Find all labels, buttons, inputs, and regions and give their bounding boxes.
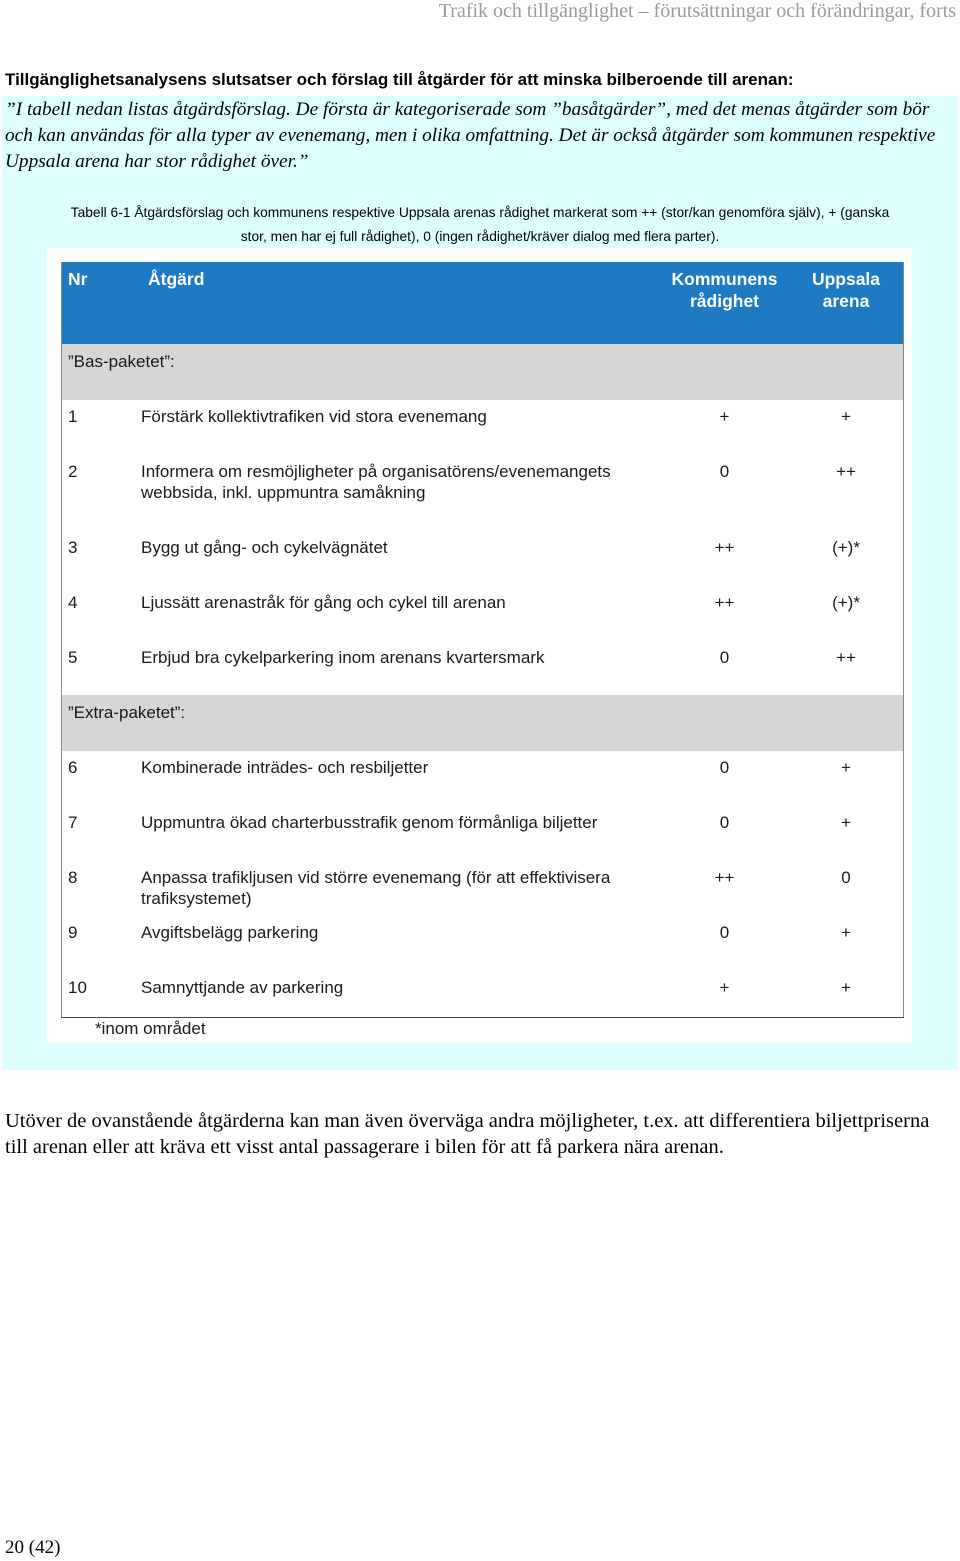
table-row [61, 861, 904, 916]
table-row [61, 806, 904, 861]
row-nr: 2 [68, 462, 78, 481]
column-header-arena: Uppsala arena [788, 262, 904, 344]
group-label: ”Extra-paketet”: [61, 695, 904, 751]
row-kommun: ++ [714, 868, 735, 887]
table-row [61, 586, 904, 641]
row-kommun: ++ [714, 538, 735, 557]
column-header-nr: Nr [61, 262, 141, 344]
table-row [61, 531, 904, 586]
table-border-right [903, 262, 904, 1018]
table-row [61, 971, 904, 1016]
section-heading: Tillgänglighetsanalysens slutsatser och förslag till åtgärder för att minska bilberoende till arenan: [5, 70, 794, 89]
table-footnote: *inom området [95, 1019, 206, 1038]
row-kommun: ++ [714, 593, 735, 612]
row-atgard: Avgiftsbelägg parkering [141, 923, 319, 942]
row-atgard: Ljussätt arenastråk för gång och cykel till arenan [141, 593, 506, 612]
row-arena: + [841, 813, 851, 832]
row-arena: (+)* [832, 593, 860, 612]
table-row [61, 455, 904, 531]
row-atgard: Kombinerade inträdes- och resbiljetter [141, 758, 429, 777]
table-row [61, 400, 904, 455]
row-arena: (+)* [832, 538, 860, 557]
intro-quote: ”I tabell nedan listas åtgärdsförslag. De första är kategoriserade som ”basåtgärder”, med det menas åtgärder som bör och kan användas för alla typer av evenemang, men i olika omfattning. Det är också åtgärder som kommunen respektive Uppsala arena har stor rådighet över.” [5, 99, 936, 172]
table-row [61, 641, 904, 695]
closing-paragraph: Utöver de ovanstående åtgärderna kan man även överväga andra möjligheter, t.ex. att differentiera biljettpriserna till arenan eller att kräva ett visst antal passagerare i bilen för att få parkera nära arenan. [5, 1110, 930, 1158]
table-border-left [61, 262, 62, 1018]
row-arena: ++ [836, 462, 856, 481]
table-row [61, 916, 904, 971]
group-row-extra [61, 695, 904, 751]
row-kommun: 0 [719, 648, 730, 667]
row-kommun: + [719, 407, 730, 426]
row-nr: 8 [68, 868, 78, 887]
table-border-bottom [61, 1017, 904, 1018]
group-row-bas [61, 344, 904, 400]
row-nr: 10 [68, 978, 87, 997]
row-atgard: Informera om resmöjligheter på organisatörens/evenemangets webbsida, inkl. uppmuntra samåkning [141, 462, 611, 502]
page-number: 20 (42) [5, 1537, 61, 1558]
column-header-atgard: Åtgärd [141, 262, 661, 344]
measures-table [61, 262, 904, 1016]
row-atgard: Bygg ut gång- och cykelvägnätet [141, 538, 388, 557]
table-caption: Tabell 6-1 Åtgärdsförslag och kommunens respektive Uppsala arenas rådighet markerat som ++ (stor/kan genomföra själv), + (ganska stor, men har ej full rådighet), 0 (ingen rådighet/kräver dialog med flera parter). [70, 205, 890, 244]
row-arena: + [841, 923, 851, 942]
row-nr: 5 [68, 648, 78, 667]
table-header-row [61, 262, 904, 344]
row-kommun: 0 [719, 923, 730, 942]
row-atgard: Förstärk kollektivtrafiken vid stora evenemang [141, 407, 487, 426]
table-row [61, 751, 904, 806]
row-arena: + [841, 758, 851, 777]
row-nr: 9 [68, 923, 78, 942]
row-arena: + [841, 407, 851, 426]
row-arena: + [841, 978, 851, 997]
row-atgard: Erbjud bra cykelparkering inom arenans kvartersmark [141, 648, 545, 667]
row-nr: 3 [68, 538, 78, 557]
row-arena: ++ [836, 648, 856, 667]
row-atgard: Uppmuntra ökad charterbusstrafik genom förmånliga biljetter [141, 813, 598, 832]
column-header-kommun: Kommunens rådighet [661, 262, 788, 344]
row-nr: 1 [68, 407, 78, 426]
row-nr: 4 [68, 593, 78, 612]
group-label: ”Bas-paketet”: [61, 344, 904, 400]
running-header: Trafik och tillgänglighet – förutsättningar och förändringar, forts [438, 0, 956, 22]
row-kommun: + [719, 978, 730, 997]
row-kommun: 0 [719, 813, 730, 832]
row-kommun: 0 [719, 462, 730, 481]
row-nr: 6 [68, 758, 78, 777]
row-atgard: Anpassa trafikljusen vid större evenemang (för att effektivisera trafiksystemet) [141, 868, 611, 908]
row-atgard: Samnyttjande av parkering [141, 978, 344, 997]
row-arena: 0 [841, 868, 851, 887]
row-nr: 7 [68, 813, 78, 832]
row-kommun: 0 [719, 758, 730, 777]
